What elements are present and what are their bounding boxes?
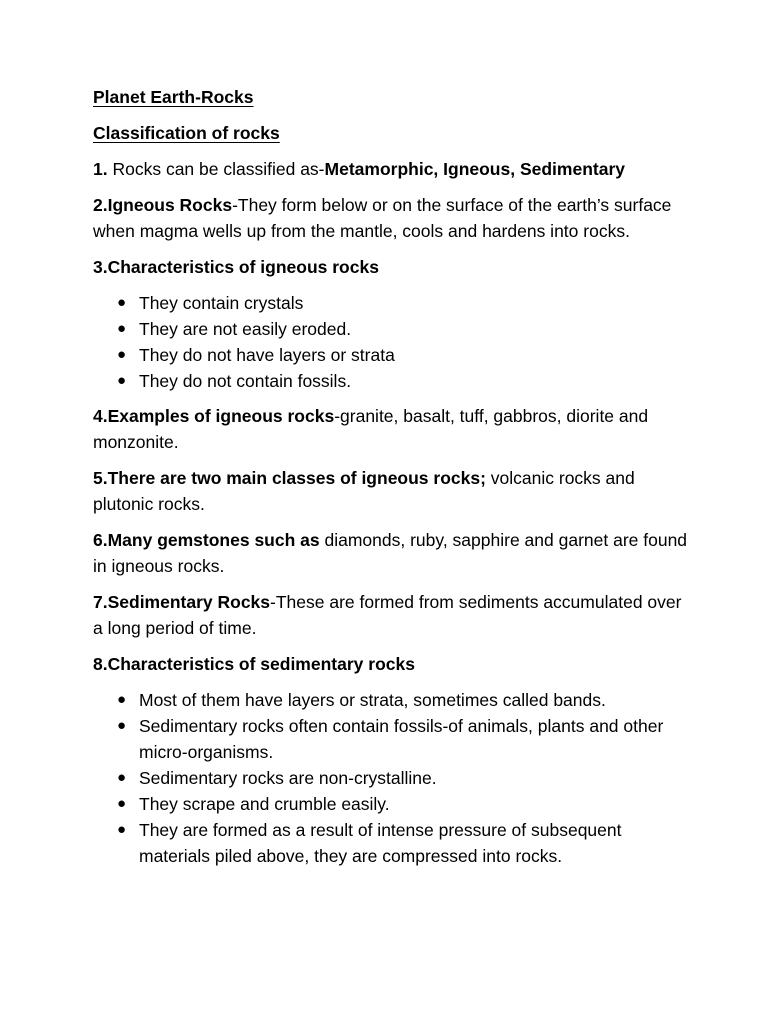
list-item [117,342,693,368]
bullet-icon: ● [117,795,127,812]
point-6 [93,527,693,579]
list-item-text: Sedimentary rocks are non-crystalline. [139,768,437,788]
point-8-bold: 8.Characteristics of sedimentary rocks [93,654,415,674]
point-1-text: Rocks can be classified as- [107,159,325,179]
bullet-icon: ● [117,717,127,734]
point-4 [93,403,693,455]
point-2-text: -They form below or on the surface of the earth’s surface when magma wells up from the mantle, cools and hardens into rocks. [93,195,672,241]
document-page [93,84,693,878]
point-3-bold: 3.Characteristics of igneous rocks [93,257,379,277]
bullet-icon: ● [117,346,127,363]
list-item [117,368,693,394]
point-7-bold: 7.Sedimentary Rocks [93,592,271,612]
point-1-number: 1. [93,159,108,179]
point-3 [93,254,693,280]
list-item-text: Most of them have layers or strata, sometimes called bands. [139,690,606,710]
list-item [117,791,693,817]
bullet-icon: ● [117,294,127,311]
point-5-bold: 5.There are two main classes of igneous rocks; [93,468,486,488]
list-item [117,817,693,869]
point-4-bold: 4.Examples of igneous rocks [93,406,335,426]
list-item-text: They do not have layers or strata [139,345,395,365]
point-1-bold: Metamorphic, Igneous, Sedimentary [324,159,625,179]
point-4-text: -granite, basalt, tuff, gabbros, diorite and monzonite. [93,406,649,452]
list-item [117,290,693,316]
document-title: Planet Earth-Rocks [93,87,254,107]
bullet-icon: ● [117,372,127,389]
bullet-icon: ● [117,821,127,838]
point-7 [93,589,693,641]
list-item [117,316,693,342]
list-item [117,765,693,791]
point-7-text: -These are formed from sediments accumulated over a long period of time. [93,592,682,638]
list-item-text: They do not contain fossils. [139,371,352,391]
point-1 [93,156,693,182]
section-heading: Classification of rocks [93,123,280,143]
bullet-icon: ● [117,769,127,786]
point-2-bold: 2.Igneous Rocks [93,195,233,215]
list-item [117,713,693,765]
point-2 [93,192,693,244]
list-item [117,687,693,713]
list-item-text: They scrape and crumble easily. [139,794,390,814]
bullet-icon: ● [117,320,127,337]
bullet-icon: ● [117,691,127,708]
list-item-text: They contain crystals [139,293,304,313]
igneous-characteristics-list [93,290,693,394]
point-6-text: diamonds, ruby, sapphire and garnet are found in igneous rocks. [93,530,688,576]
point-5-text: volcanic rocks and plutonic rocks. [93,468,635,514]
point-6-bold: 6.Many gemstones such as [93,530,320,550]
sedimentary-characteristics-list [93,687,693,869]
list-item-text: They are not easily eroded. [139,319,352,339]
list-item-text: They are formed as a result of intense pressure of subsequent materials piled above, they are compressed into rocks. [139,820,622,866]
list-item-text: Sedimentary rocks often contain fossils-of animals, plants and other micro-organisms. [139,716,664,762]
point-5 [93,465,693,517]
point-8 [93,651,693,677]
